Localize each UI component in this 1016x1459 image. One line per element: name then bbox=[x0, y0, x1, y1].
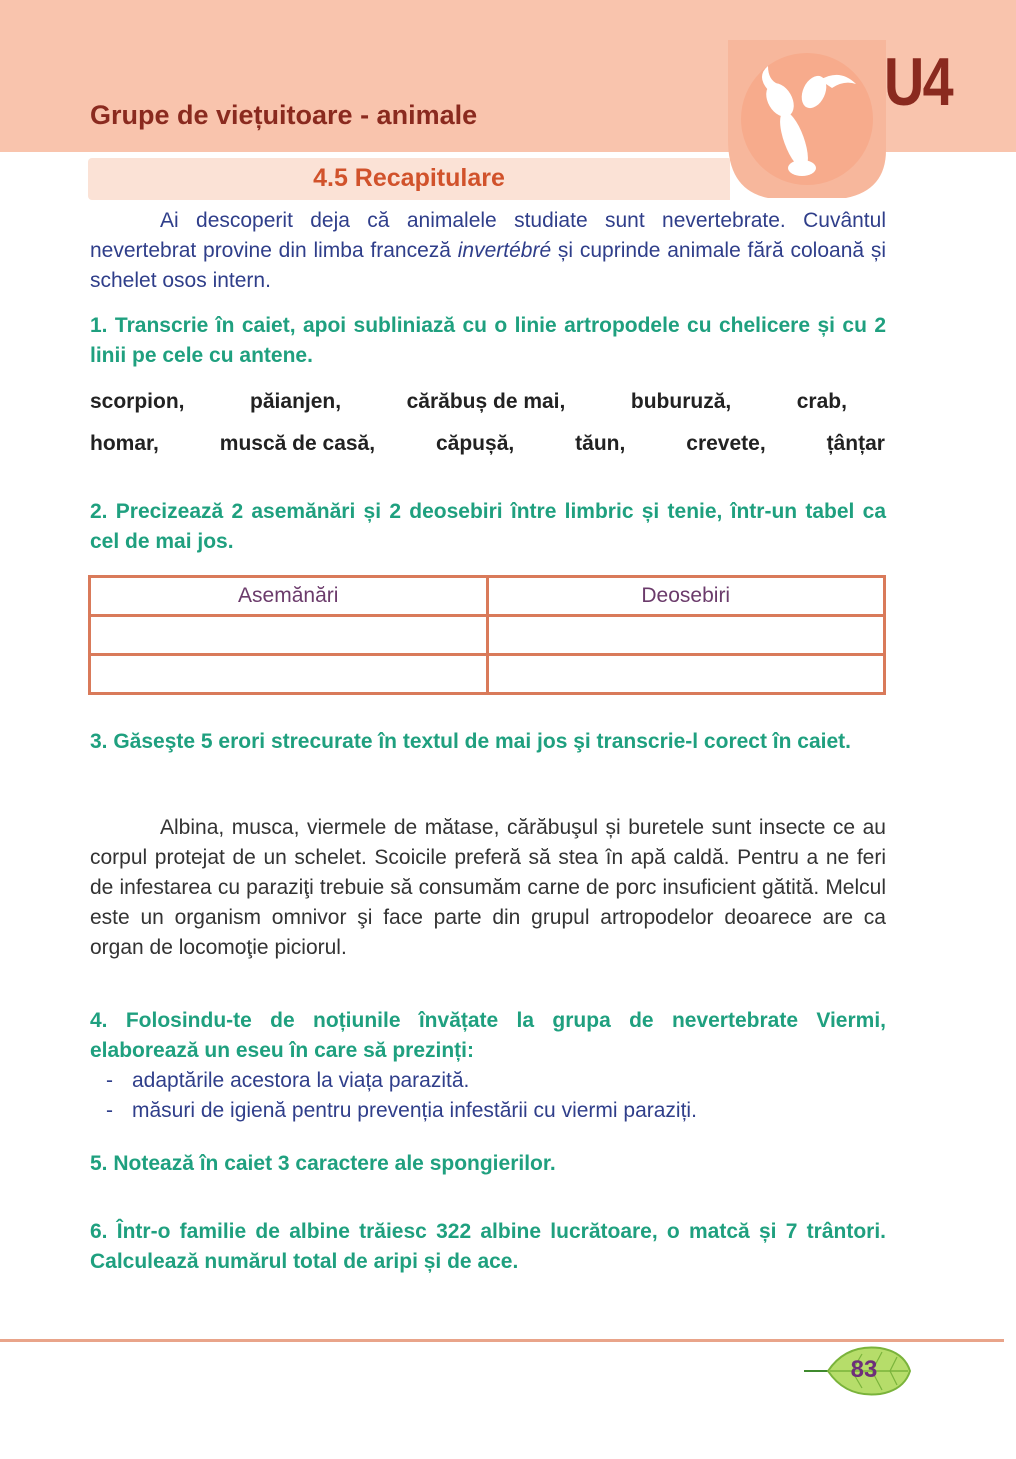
exercise-4-prompt: 4. Folosindu-te de noțiunile învățate la grupa de nevertebrate Viermi, elaborează un eseu în care să prezinți: bbox=[90, 1009, 886, 1062]
table-row bbox=[90, 655, 885, 694]
word-item: căpușă, bbox=[436, 432, 515, 455]
chapter-title: Grupe de viețuitoare - animale bbox=[90, 100, 478, 130]
intro-paragraph bbox=[90, 206, 886, 296]
exercise-6-prompt: 6. Într-o familie de albine trăiesc 322 albine lucrătoare, o matcă și 7 trântori. Calculează numărul total de aripi și de ace. bbox=[90, 1220, 886, 1273]
intro-text-start: Ai descoperit deja că animalele studiate sunt nevertebrate. Cuvântul nevertebrat provine din limba franceză bbox=[90, 209, 886, 262]
comparison-table bbox=[88, 575, 886, 695]
table-row bbox=[90, 616, 885, 655]
table-header-row bbox=[90, 577, 885, 616]
table-header-cell: Deosebiri bbox=[487, 577, 885, 616]
table-cell bbox=[90, 655, 488, 694]
word-item: crevete, bbox=[686, 432, 766, 455]
word-item: muscă de casă, bbox=[219, 432, 376, 455]
intro-italic-word: invertébré bbox=[457, 239, 552, 262]
unit-label: U4 bbox=[884, 44, 953, 120]
exercise-5-prompt: 5. Notează în caiet 3 caractere ale spongierilor. bbox=[90, 1152, 556, 1175]
table-cell bbox=[90, 616, 488, 655]
exercise-3-prompt: 3. Găseşte 5 erori strecurate în textul de mai jos şi transcrie-l corect în caiet. bbox=[90, 730, 851, 753]
list-item: - măsuri de igienă pentru prevenția infestării cu viermi paraziți. bbox=[106, 1096, 697, 1126]
list-item: - adaptările acestora la viața parazită. bbox=[106, 1066, 697, 1096]
word-item: țânțar bbox=[826, 432, 885, 455]
crayfish-icon bbox=[728, 40, 886, 198]
word-item: păianjen, bbox=[250, 390, 342, 413]
page-number: 83 bbox=[850, 1356, 878, 1383]
word-item: homar, bbox=[90, 432, 159, 455]
table-cell bbox=[487, 655, 885, 694]
word-list-row-2 bbox=[90, 432, 885, 456]
exercise-2-prompt: 2. Precizează 2 asemănări și 2 deosebiri între limbric și tenie, într-un tabel ca cel de mai jos. bbox=[90, 500, 886, 553]
word-item: cărăbuș de mai, bbox=[406, 390, 566, 413]
table-header-cell: Asemănări bbox=[90, 577, 488, 616]
exercise-1-prompt: 1. Transcrie în caiet, apoi subliniază cu o linie artropodele cu chelicere și cu 2 linii pe cele cu antene. bbox=[90, 314, 886, 367]
word-item: tăun, bbox=[575, 432, 626, 455]
table-cell bbox=[487, 616, 885, 655]
word-item: scorpion, bbox=[90, 390, 185, 413]
word-item: buburuză, bbox=[630, 390, 732, 413]
exercise-3-text: Albina, musca, viermele de mătase, cărăbuşul și buretele sunt insecte ce au corpul protejat de un schelet. Scoicile preferă să stea în apă caldă. Pentru a ne feri de infestarea cu paraziţi trebuie să consumăm carne de porc insuficient gătită. Melcul este un organism omnivor şi face parte din grupul artropodelor deoarece are ca organ de locomoţie piciorul. bbox=[90, 816, 886, 959]
intro-text-end: și cuprinde animale fără coloană și schelet osos intern. bbox=[90, 239, 887, 292]
exercise-4-bullets bbox=[106, 1066, 697, 1126]
section-bar bbox=[88, 158, 730, 200]
word-item: crab, bbox=[796, 390, 847, 413]
word-list-row-1 bbox=[90, 390, 847, 414]
section-title: 4.5 Recapitulare bbox=[313, 164, 505, 192]
